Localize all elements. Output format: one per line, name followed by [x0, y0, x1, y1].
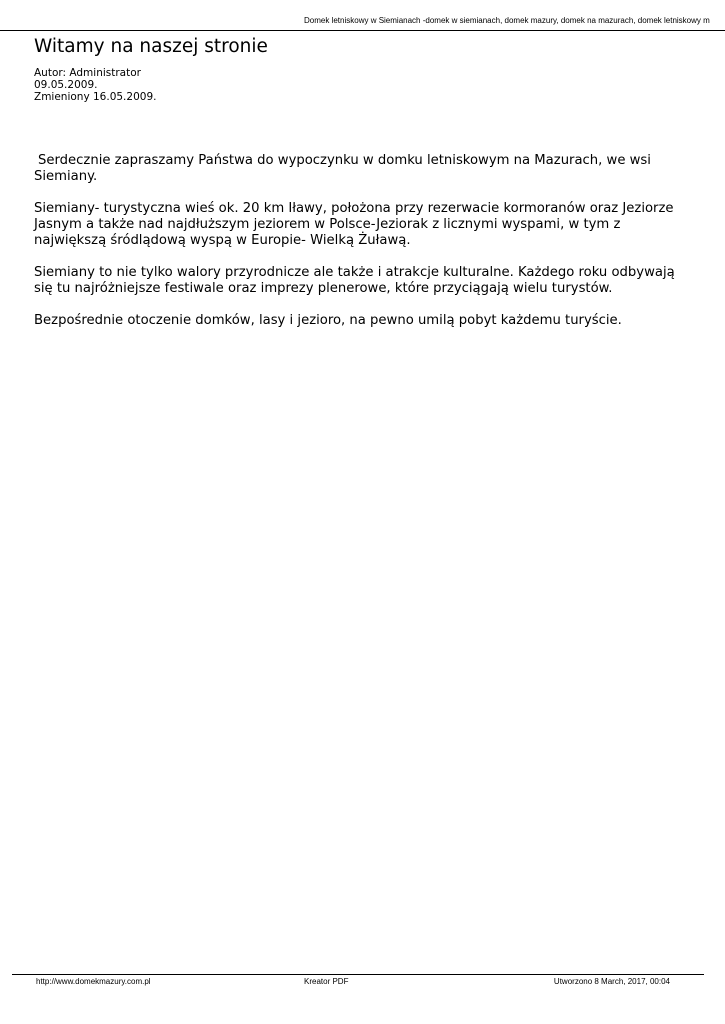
- page-header: [0, 14, 725, 31]
- article-author: Autor: Administrator: [34, 67, 141, 79]
- footer-url[interactable]: http://www.domekmazury.com.pl: [36, 977, 151, 986]
- footer-created: Utworzono 8 March, 2017, 00:04: [553, 977, 670, 986]
- article-meta: [34, 67, 156, 103]
- article-paragraph: Serdecznie zapraszamy Państwa do wypoczynku w domku letniskowym na Mazurach, we wsi Siemiany.: [34, 153, 651, 184]
- page-footer: [12, 974, 704, 989]
- article-title: Witamy na naszej stronie: [34, 36, 268, 57]
- running-title: Domek letniskowy w Siemianach -domek w siemianach, domek mazury, domek na mazurach, domek letniskowy m: [304, 16, 710, 25]
- article-paragraph: Bezpośrednie otoczenie domków, lasy i jezioro, na pewno umilą pobyt każdemu turyście.: [34, 313, 622, 328]
- article-body: [34, 153, 694, 345]
- article-modified: Zmieniony 16.05.2009.: [34, 91, 157, 103]
- footer-creator: Kreator PDF: [304, 977, 349, 986]
- article-date: 09.05.2009.: [34, 79, 98, 91]
- article-paragraph: Siemiany- turystyczna wieś ok. 20 km Iławy, położona przy rezerwacie kormoranów oraz Jeziorze Jasnym a także nad najdłuższym jeziorem w Polsce-Jeziorak z licznymi wyspami, w tym z największą śródlądową wyspą w Europie- Wielką Żuławą.: [34, 201, 674, 248]
- article-paragraph: Siemiany to nie tylko walory przyrodnicze ale także i atrakcje kulturalne. Każdego roku odbywają się tu najróżniejsze festiwale oraz imprezy plenerowe, które przyciągają wielu turystów.: [34, 265, 675, 296]
